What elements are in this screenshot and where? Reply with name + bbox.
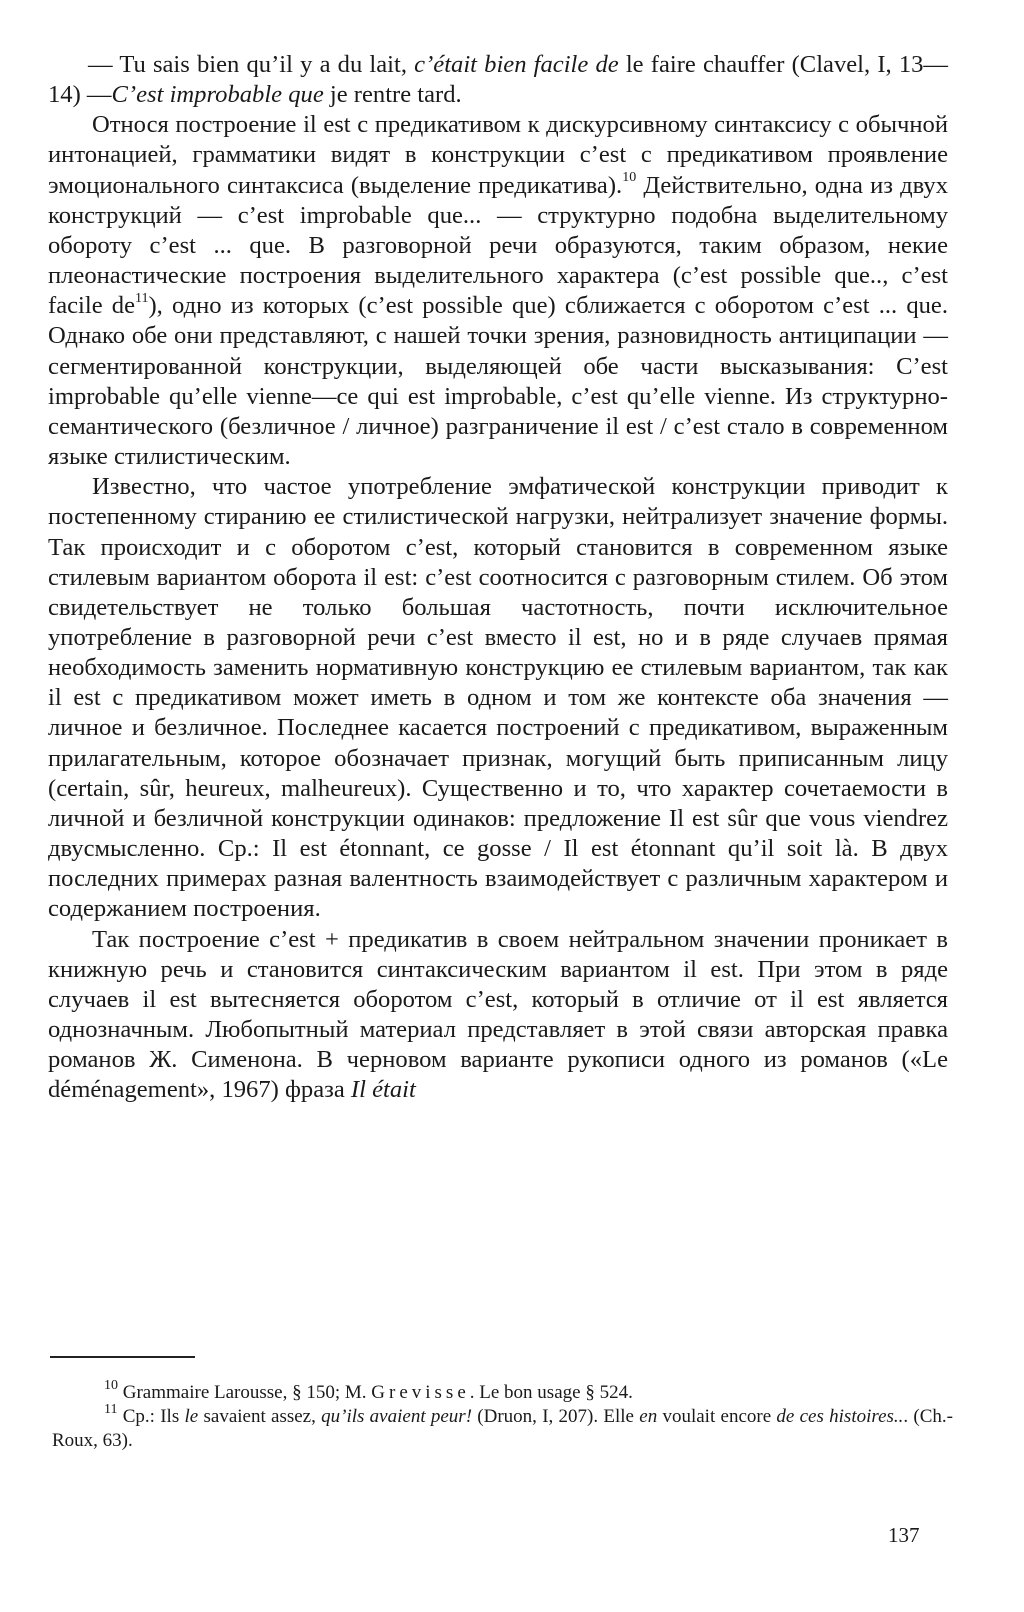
footnote-marker: 11 [104, 1401, 118, 1417]
italic-text: c’était bien facile de [414, 51, 619, 78]
italic-text: C’est improbable que [111, 81, 324, 109]
text-run: Grammaire Larousse, § 150; M. [118, 1382, 372, 1403]
page-body [48, 50, 948, 1105]
italic-text: en [639, 1406, 658, 1427]
text-run: . Le bon usage § 524. [469, 1382, 633, 1403]
text-run: savaient assez, [198, 1406, 322, 1427]
text-run: (Druon, I, 207). Elle [472, 1406, 640, 1427]
italic-text: le [184, 1406, 199, 1427]
paragraph [48, 50, 948, 110]
italic-text: de ces histoires.. [776, 1406, 904, 1427]
page-number: 137 [888, 1523, 920, 1547]
footnote-marker: 10 [104, 1377, 118, 1393]
text-run: Известно, что частое употребление эмфатической конструкции приводит к постепенному стиранию ее стилистической нагрузки, нейтрализует значение формы. Так происходит и с оборотом c’est, который становится в современном языке стилевым вариантом оборота il est: c’est соотносится с разговорным стилем. Об этом свидетельствует не только большая частотность, почти исключительное употребление в разговорной речи c’est вместо il est, но и в ряде случаев прямая необходимость заменить нормативную конструкцию ее стилевым вариантом, так как il est с предикативом может иметь в одном и том же контексте оба значения — личное и безличное. Последнее касается построений с предикативом, выраженным прилагательным, которое обозначает признак, могущий быть приписанным лицу (certain, sûr, heureux, malheureux). Существенно и то, что характер сочетаемости в личной и безличной конструкции одинаков: предложение Il est sûr que vous viendrez двусмысленно. Ср.: Il est étonnant, ce gosse / Il est étonnant qu’il soit là. В двух последних примерах разная валентность взаимодействует с различным характером и содержанием построения. [48, 473, 949, 923]
footnote-marker: 11 [134, 291, 149, 307]
text-run: Ср.: Ils [117, 1406, 185, 1427]
text-run: je rentre tard. [323, 81, 462, 109]
text-run: le faire chauffer (Clavel, I, 13—14) — [48, 51, 949, 109]
text-run: Относя построение il est с предикативом к дискурсивному синтаксису с обычной интонацией, грамматики видят в конструкции c’est с предикативом проявление эмоционального синтаксиса (выделение предикатива). [48, 111, 948, 199]
italic-text: Il était [350, 1076, 416, 1104]
footnotes [52, 1377, 954, 1453]
italic-text: qu’ils avaient peur! [321, 1406, 473, 1427]
paragraph [48, 110, 948, 472]
text-run: Действительно, одна из двух конструкций — c’est improbable que... — структурно подобна выделительному обороту c’est ... que. В разговорной речи образуются, таким образом, некие плеонастические построения выделительного характера (c’est possible que.., c’est facile de [48, 171, 948, 320]
spaced-text: Grevisse [371, 1382, 470, 1403]
footnote [78, 1377, 953, 1405]
footnote-separator [50, 1356, 195, 1358]
text-run: . (Ch.-Roux, 63). [52, 1406, 954, 1451]
text-run: — Tu sais bien qu’il y a du lait, [88, 51, 415, 78]
footnote-marker: 10 [622, 170, 637, 186]
text-run: Так построение c’est + предикатив в своем нейтральном значении проникает в книжную речь и становится синтаксическим вариантом il est. При этом в ряде случаев il est вытесняется оборотом c’est, который в отличие от il est является однозначным. Любопытный материал представляет в этой связи авторская правка романов Ж. Сименона. В черновом варианте рукописи одного из романов («Le déménagement», 1967) фраза [48, 925, 948, 1104]
text-run: ), одно из которых (c’est possible que) сближается с оборотом c’est ... que. Однако обе они представляют, с нашей точки зрения, разновидность антиципации — сегментированной конструкции, выделяющей обе части высказывания: C’est improbable qu’elle vienne—ce qui est improbable, c’est qu’elle vienne. Из структурно-семантического (безличное / личное) разграничение il est / c’est стало в современном языке стилистическим. [48, 292, 948, 471]
paragraph [48, 925, 948, 1106]
footnote [52, 1401, 954, 1453]
text-run: voulait encore [657, 1406, 777, 1427]
paragraph [48, 472, 948, 924]
